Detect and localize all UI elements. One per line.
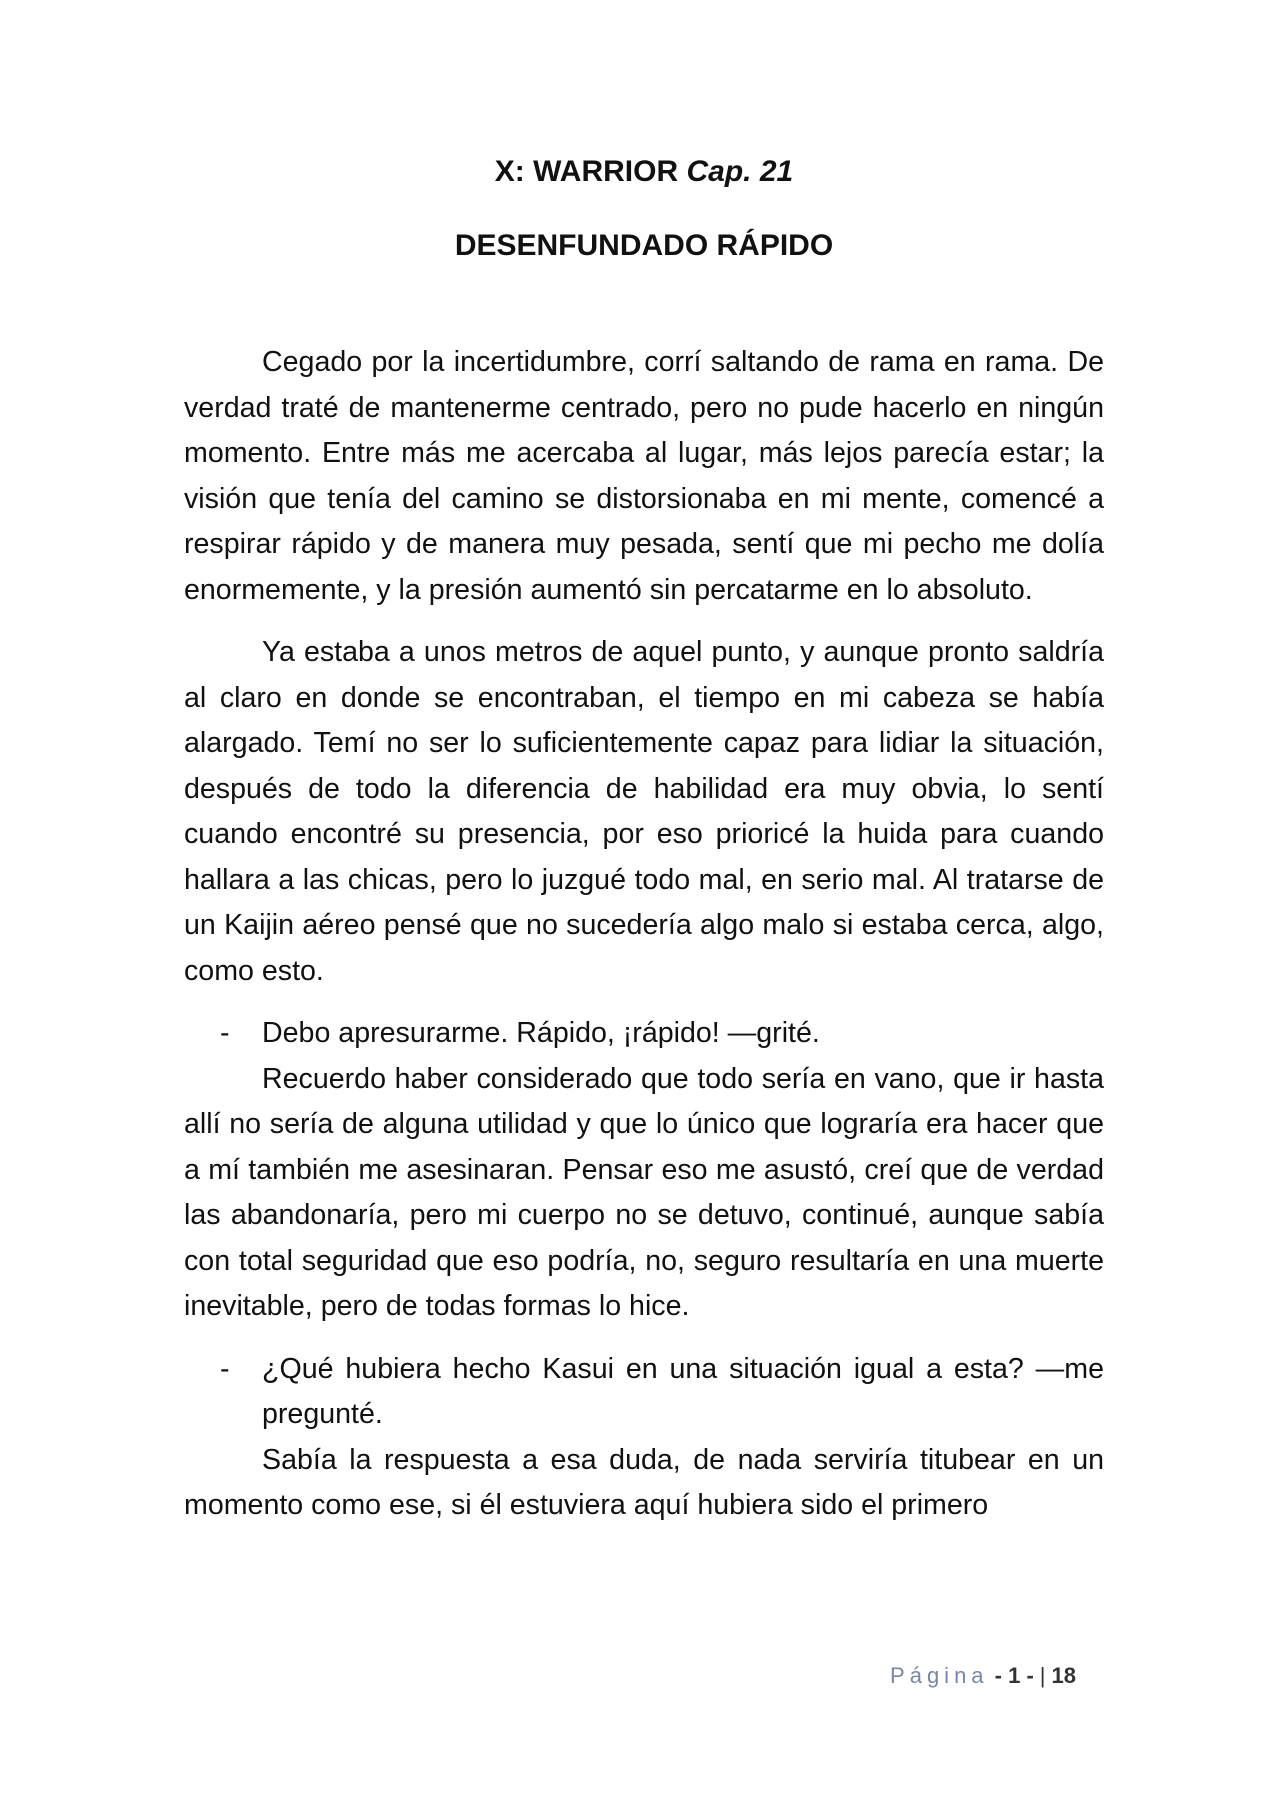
page-total: 18 — [1051, 1663, 1076, 1688]
page-label: Página — [890, 1663, 989, 1688]
chapter-title: DESENFUNDADO RÁPIDO — [454, 229, 834, 262]
paragraph-3: Recuerdo haber considerado que todo sería en vano, que ir hasta allí no sería de alguna utilidad y que lo único que lograría era hacer que a mí también me asesinaran. Pensar eso me asustó, creí que de verdad las abandonaría, pero mi cuerpo no se detuvo, continué, aunque sabía con total seguridad que eso podría, no, seguro resultaría en una muerte inevitable, pero de todas formas lo hice. — [184, 1062, 1104, 1322]
dialog-text: Debo apresurarme. Rápido, ¡rápido! —grité. — [262, 1017, 820, 1049]
title-block — [184, 155, 1104, 303]
book-title-main: X: WARRIOR — [494, 155, 679, 188]
page-footer — [890, 1663, 1076, 1689]
dialog-text: ¿Qué hubiera hecho Kasui en una situación igual a esta? —me pregunté. — [262, 1352, 1104, 1430]
dialog-line-1 — [184, 1011, 1104, 1057]
dialog-dash: - — [220, 1352, 230, 1385]
paragraph-4: Sabía la respuesta a esa duda, de nada serviría titubear en un momento como ese, si él estuviera aquí hubiera sido el primero — [184, 1443, 1104, 1521]
chapter-number: Cap. 21 — [686, 155, 794, 188]
body-text — [184, 340, 1104, 1529]
page-separator: | — [1039, 1663, 1046, 1688]
book-title — [184, 155, 1104, 189]
paragraph-2: Ya estaba a unos metros de aquel punto, y aunque pronto saldría al claro en donde se encontraban, el tiempo en mi cabeza se había alargado. Temí no ser lo suficientemente capaz para lidiar la situación, después de todo la diferencia de habilidad era muy obvia, lo sentí cuando encontré su presencia, por eso prioricé la huida para cuando hallara a las chicas, pero lo juzgué todo mal, en serio mal. Al tratarse de un Kaijin aéreo pensé que no sucedería algo malo si estaba cerca, algo, como esto. — [184, 636, 1104, 987]
dialog-line-2 — [184, 1347, 1104, 1438]
paragraph-1: Cegado por la incertidumbre, corrí saltando de rama en rama. De verdad traté de mantenerme centrado, pero no pude hacerlo en ningún momento. Entre más me acercaba al lugar, más lejos parecía estar; la visión que tenía del camino se distorsionaba en mi mente, comencé a respirar rápido y de manera muy pesada, sentí que mi pecho me dolía enormemente, y la presión aumentó sin percatarme en lo absoluto. — [184, 346, 1104, 606]
dialog-dash: - — [220, 1017, 230, 1049]
page-number: - 1 - — [994, 1663, 1034, 1688]
